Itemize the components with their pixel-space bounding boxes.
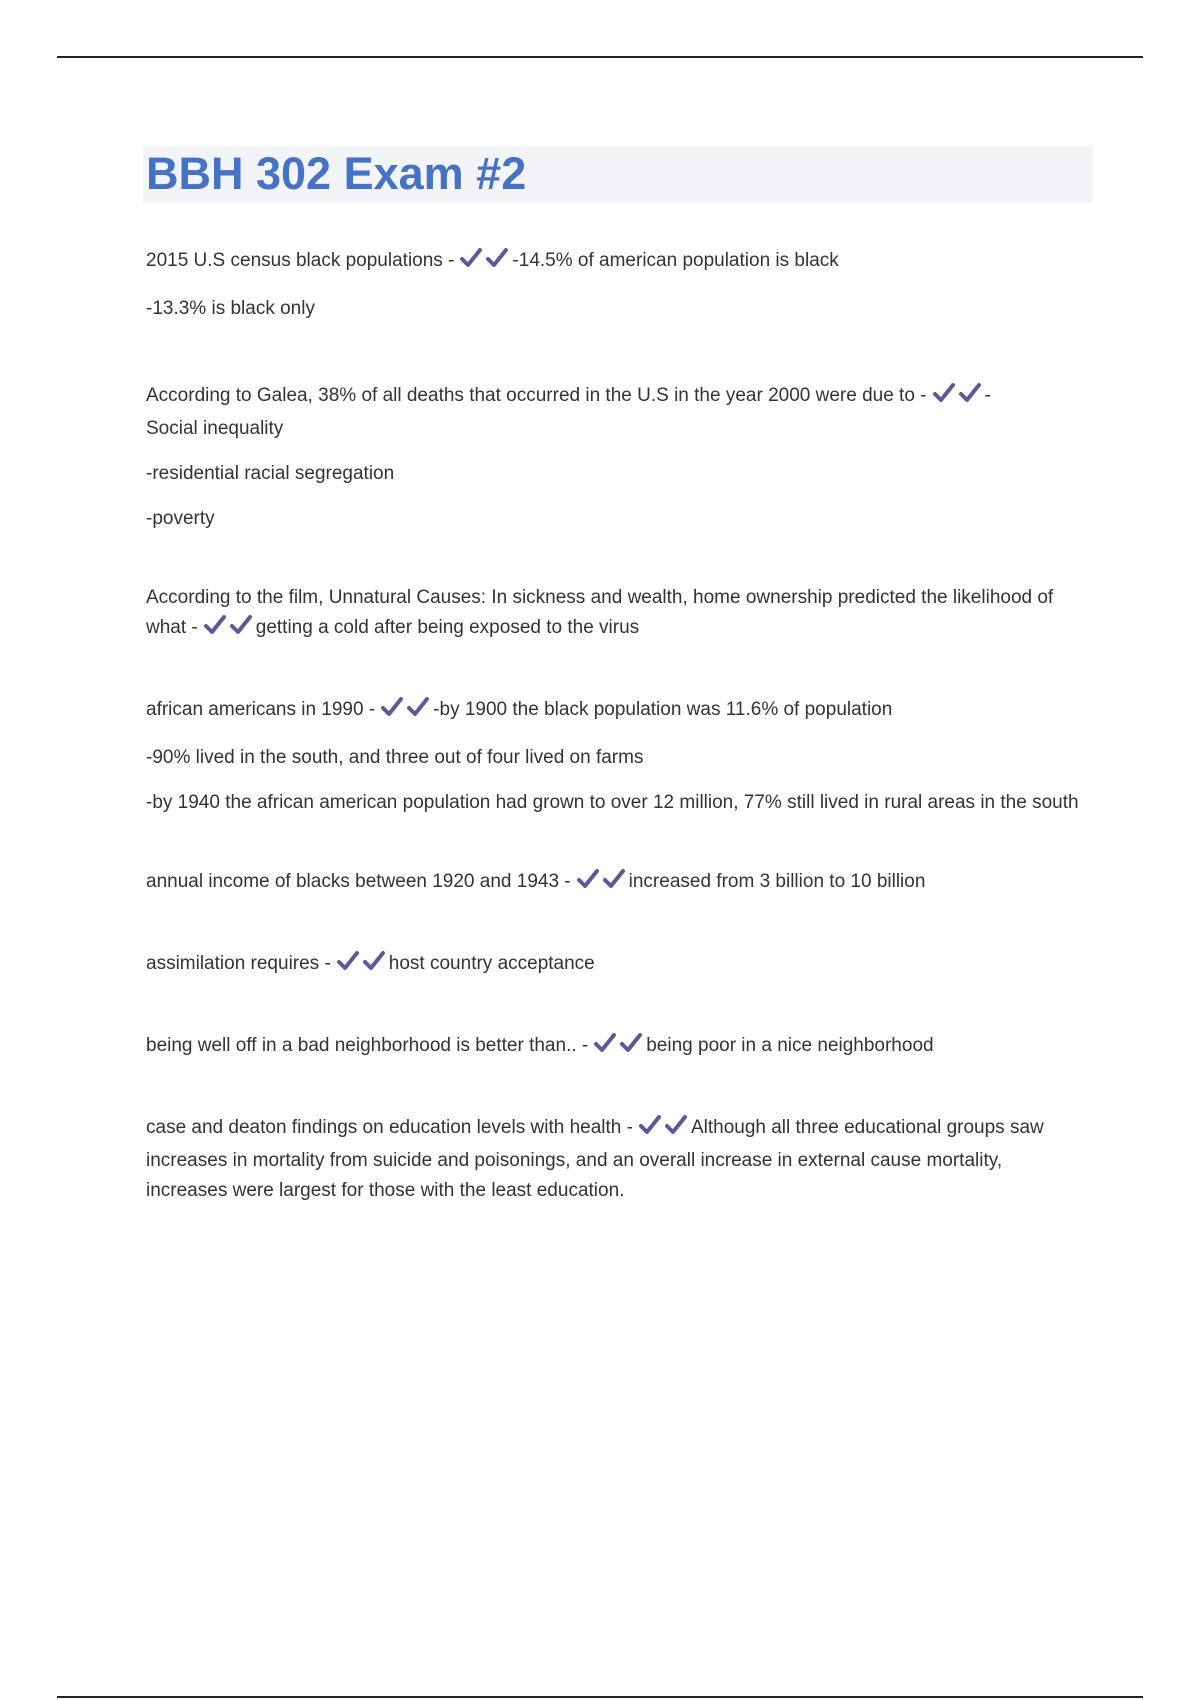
flashcard-answer: increased from 3 billion to 10 billion xyxy=(628,871,926,892)
flashcard-answer-line: -poverty xyxy=(146,508,215,529)
answer-marker xyxy=(931,382,983,414)
answer-marker xyxy=(379,696,431,728)
flashcard-answer: Although all three educational groups saw increases in mortality from suicide and poisonings, and an overall increase in external cause mortality, increases were largest for those with the least education. xyxy=(146,1117,1044,1201)
flashcard-question: being well off in a bad neighborhood is better than.. - xyxy=(146,1035,589,1056)
checkmark-icon xyxy=(957,382,983,404)
flashcard xyxy=(146,246,1086,324)
flashcard-main-line xyxy=(146,867,1086,900)
flashcard-answer-line: -90% lived in the south, and three out of four lived on farms xyxy=(146,747,644,768)
checkmark-icon xyxy=(202,614,228,636)
flashcard-answer: host country acceptance xyxy=(388,953,595,974)
checkmark-icon xyxy=(663,1114,689,1136)
flashcard xyxy=(146,867,1086,900)
flashcard-question: According to the film, Unnatural Causes: In sickness and wealth, home ownership predicted the likelihood of what - xyxy=(146,587,1054,638)
checkmark-icon xyxy=(575,868,601,890)
bottom-rule xyxy=(57,1696,1143,1698)
answer-marker xyxy=(575,868,627,900)
flashcard xyxy=(146,695,1086,818)
flashcard-main-line xyxy=(146,246,1086,279)
flashcard-question: According to Galea, 38% of all deaths that occurred in the U.S in the year 2000 were due to - xyxy=(146,385,927,406)
flashcard-question: african americans in 1990 - xyxy=(146,699,376,720)
flashcard xyxy=(146,381,1086,534)
flashcard-question: 2015 U.S census black populations - xyxy=(146,250,455,271)
flashcard-main-line xyxy=(146,583,1086,646)
flashcard-answer: getting a cold after being exposed to the virus xyxy=(255,617,640,638)
flashcard-answer-line: -residential racial segregation xyxy=(146,463,395,484)
flashcard-answer-line: -13.3% is black only xyxy=(146,298,315,319)
checkmark-icon xyxy=(931,382,957,404)
checkmark-icon xyxy=(637,1114,663,1136)
page-title: BBH 302 Exam #2 xyxy=(146,148,527,199)
answer-marker xyxy=(458,247,510,279)
flashcard-answer-line: -by 1940 the african american population had grown to over 12 million, 77% still lived in rural areas in the south xyxy=(146,792,1079,813)
answer-marker xyxy=(335,950,387,982)
flashcard-main-line xyxy=(146,1031,1086,1064)
flashcard xyxy=(146,583,1086,646)
flashcard-main-line xyxy=(146,695,1086,728)
checkmark-icon xyxy=(361,950,387,972)
flashcard-answer: -by 1900 the black population was 11.6% of population xyxy=(433,699,893,720)
checkmark-icon xyxy=(484,247,510,269)
flashcard-question: case and deaton findings on education levels with health - xyxy=(146,1117,633,1138)
checkmark-icon xyxy=(618,1032,644,1054)
flashcard-main-line xyxy=(146,949,1086,982)
answer-marker xyxy=(592,1032,644,1064)
flashcard xyxy=(146,949,1086,982)
flashcard-question: annual income of blacks between 1920 and 1943 - xyxy=(146,871,571,892)
top-rule xyxy=(57,56,1143,58)
flashcard-list xyxy=(146,246,1086,1255)
flashcard-main-line xyxy=(146,381,1086,444)
checkmark-icon xyxy=(592,1032,618,1054)
flashcard xyxy=(146,1031,1086,1064)
checkmark-icon xyxy=(601,868,627,890)
flashcard-answer: - Social inequality xyxy=(146,385,991,439)
checkmark-icon xyxy=(335,950,361,972)
checkmark-icon xyxy=(379,696,405,718)
answer-marker xyxy=(637,1114,689,1146)
checkmark-icon xyxy=(458,247,484,269)
flashcard xyxy=(146,1113,1086,1206)
checkmark-icon xyxy=(228,614,254,636)
flashcard-main-line xyxy=(146,1113,1086,1206)
flashcard-answer: being poor in a nice neighborhood xyxy=(646,1035,934,1056)
flashcard-question: assimilation requires - xyxy=(146,953,331,974)
answer-marker xyxy=(202,614,254,646)
flashcard-answer: -14.5% of american population is black xyxy=(512,250,839,271)
checkmark-icon xyxy=(405,696,431,718)
